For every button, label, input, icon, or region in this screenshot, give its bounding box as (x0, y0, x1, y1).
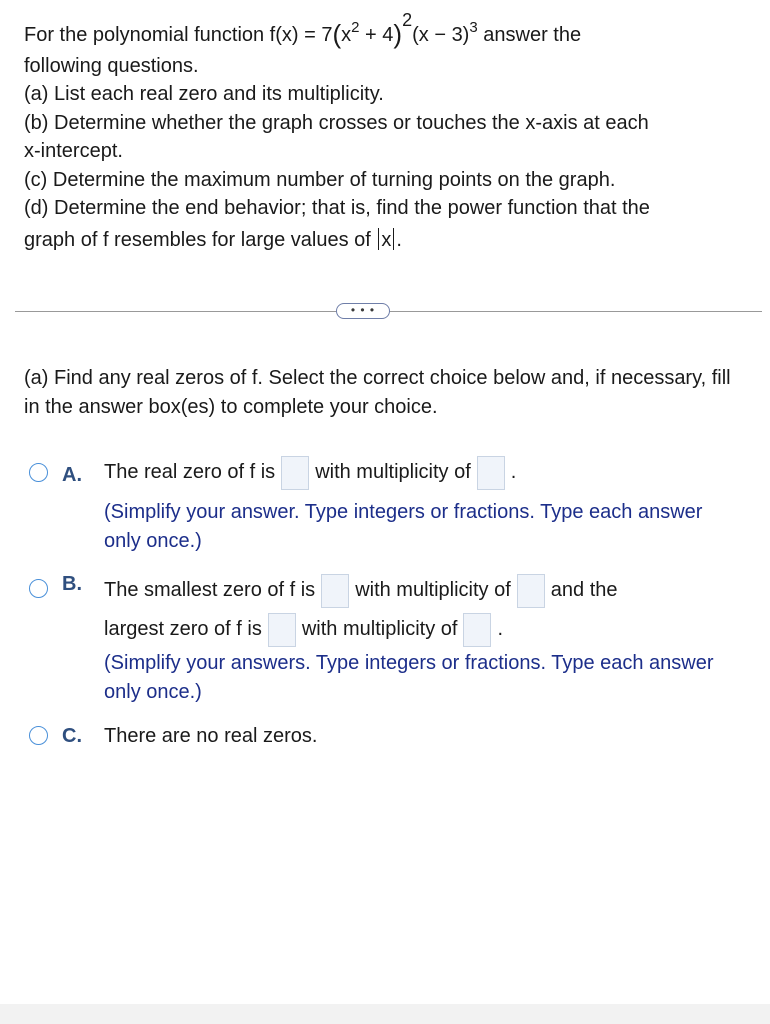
choice-a-hint: (Simplify your answer. Type integers or fractions. Type each answer only once.) (104, 501, 703, 552)
choice-b-text-1: The smallest zero of f is (104, 579, 316, 601)
choice-a-sentence (104, 455, 516, 490)
choice-a-text-2: with multiplicity of (315, 461, 471, 483)
factor1-inner: x (341, 24, 352, 46)
choice-b-period: . (497, 618, 504, 640)
factor1-plus: + 4 (359, 24, 394, 46)
radio-b[interactable] (29, 579, 48, 598)
choice-a-letter: A. (62, 464, 82, 486)
choice-c[interactable] (29, 725, 749, 753)
part-d-suffix: . (396, 228, 402, 251)
choice-b[interactable] (29, 573, 749, 713)
part-d-text-2 (24, 226, 754, 255)
function-prefix: For the polynomial function f(x) = 7 (24, 24, 333, 46)
expand-more-button[interactable]: • • • (336, 303, 390, 319)
part-b-text-1: (b) Determine whether the graph crosses or touches the x-axis at each (24, 111, 649, 134)
choice-b-letter: B. (62, 573, 82, 595)
part-d-prefix: graph of f resembles for large values of (24, 228, 377, 251)
radio-c[interactable] (29, 726, 48, 745)
factor2-exponent: 3 (469, 19, 478, 36)
part-c-text: (c) Determine the maximum number of turning points on the graph. (24, 168, 616, 191)
answer-box-b-smallest-zero[interactable] (321, 574, 349, 608)
part-a-text: (a) List each real zero and its multiplicity. (24, 83, 384, 105)
abs-bar-right (393, 228, 394, 250)
question-line1-suffix: answer the (477, 24, 582, 46)
answer-box-b-largest-multiplicity[interactable] (463, 613, 491, 647)
answer-box-b-largest-zero[interactable] (268, 613, 296, 647)
radio-a[interactable] (29, 463, 48, 482)
open-paren: ( (332, 19, 342, 49)
abs-bar-left (378, 228, 379, 250)
factor1-exponent: 2 (402, 10, 413, 30)
question-line-1 (24, 10, 754, 52)
choice-b-text-3: and the (550, 579, 618, 601)
choice-c-letter: C. (62, 725, 82, 747)
part-b-text-2: x-intercept. (24, 140, 123, 162)
part-d-text-1: (d) Determine the end behavior; that is, find the power function that the (24, 197, 650, 219)
choice-b-sentence-1 (104, 573, 618, 608)
factor1-inner-exponent: 2 (351, 19, 360, 36)
choice-a[interactable] (29, 461, 749, 561)
choice-b-text-2: with multiplicity of (355, 579, 511, 601)
answer-box-b-smallest-multiplicity[interactable] (517, 574, 545, 608)
choice-a-period: . (510, 461, 517, 483)
choice-a-text-1: The real zero of f is (104, 461, 276, 483)
factor2: (x − 3) (412, 24, 470, 46)
question-text (24, 10, 754, 254)
bottom-bar (0, 1004, 770, 1024)
part-a-prompt: (a) Find any real zeros of f. Select the correct choice below and, if necessary, fill in the answer box(es) to complete your choice. (24, 367, 731, 418)
choice-c-text: There are no real zeros. (104, 725, 318, 747)
question-line-2: following questions. (24, 54, 199, 77)
choice-b-text-4: largest zero of f is (104, 618, 262, 640)
choice-b-sentence-2 (104, 612, 503, 647)
choice-b-hint: (Simplify your answers. Type integers or fractions. Type each answer only once.) (104, 652, 714, 703)
close-paren: ) (393, 19, 403, 49)
answer-box-a-multiplicity[interactable] (477, 456, 505, 490)
answer-box-a-zero[interactable] (281, 456, 309, 490)
abs-variable: x (381, 228, 392, 251)
choice-b-text-5: with multiplicity of (301, 618, 458, 640)
